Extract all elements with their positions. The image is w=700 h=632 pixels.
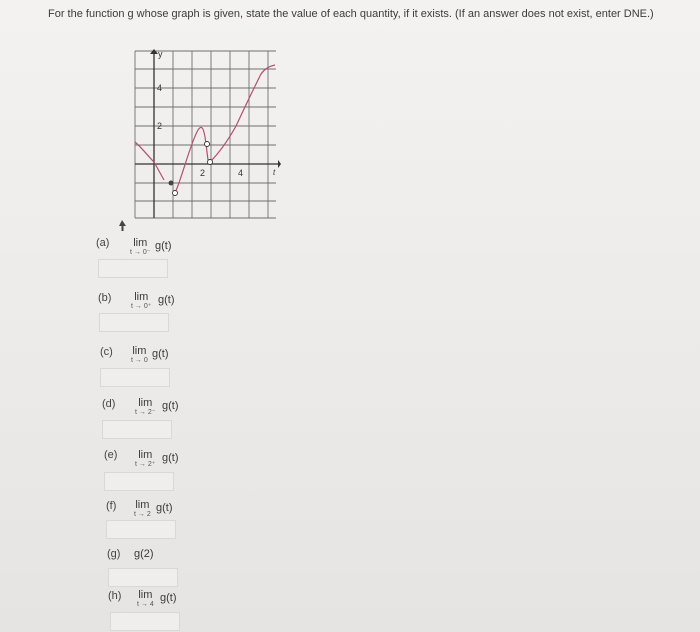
answer-input-h[interactable]	[110, 612, 180, 631]
limit-notation: lim t → 0⁻	[130, 237, 151, 256]
limit-notation: lim t → 2⁺	[135, 449, 156, 468]
open-point	[173, 191, 178, 196]
part-letter: (g)	[107, 548, 121, 560]
answer-input-d[interactable]	[102, 420, 172, 439]
y-tick-4: 4	[157, 83, 163, 93]
part-letter: (e)	[104, 449, 118, 461]
limit-notation: lim t → 2⁻	[135, 397, 156, 416]
part-letter: (c)	[100, 346, 113, 358]
graph-grid	[135, 51, 276, 218]
function-expr: g(t)	[162, 452, 179, 464]
part-letter: (a)	[96, 237, 110, 249]
limit-notation: lim t → 4	[137, 589, 154, 608]
limit-notation: lim t → 0	[131, 345, 148, 364]
part-letter: (b)	[98, 292, 112, 304]
answer-input-g[interactable]	[108, 568, 178, 587]
t-axis-label: t	[273, 168, 276, 177]
function-graph	[130, 48, 282, 224]
function-expr: g(t)	[162, 400, 179, 412]
t-tick-4: 4	[238, 168, 244, 178]
function-expr: g(t)	[158, 294, 175, 306]
curve-right-branch	[210, 65, 275, 162]
instructions-text: For the function g whose graph is given, state the value of each quantity, if it exists. (If an answer does not exist, enter DNE.)	[48, 8, 654, 20]
answer-input-e[interactable]	[104, 472, 174, 491]
t-tick-2: 2	[200, 168, 206, 178]
function-expr: g(t)	[156, 502, 173, 514]
curve-left-branch	[135, 142, 164, 180]
y-axis-label: y	[158, 49, 163, 59]
answer-input-b[interactable]	[99, 313, 169, 332]
part-letter: (h)	[108, 590, 122, 602]
function-expr: g(t)	[160, 592, 177, 604]
function-expr: g(t)	[155, 240, 172, 252]
answer-input-c[interactable]	[100, 368, 170, 387]
function-expr: g(t)	[152, 348, 169, 360]
part-letter: (d)	[102, 398, 116, 410]
t-axis-arrow	[278, 160, 281, 168]
y-axis-arrow	[150, 49, 158, 54]
limit-notation: lim t → 0⁺	[131, 291, 152, 310]
answer-input-a[interactable]	[98, 259, 168, 278]
graph-axes	[135, 52, 278, 218]
limit-notation: lim t → 2	[134, 499, 151, 518]
open-point	[205, 142, 210, 147]
mouse-cursor-icon	[118, 220, 128, 232]
closed-point	[169, 181, 174, 186]
function-expr: g(2)	[134, 548, 154, 560]
open-point	[208, 160, 213, 165]
answer-input-f[interactable]	[106, 520, 176, 539]
part-letter: (f)	[106, 500, 117, 512]
y-tick-2: 2	[157, 121, 163, 131]
